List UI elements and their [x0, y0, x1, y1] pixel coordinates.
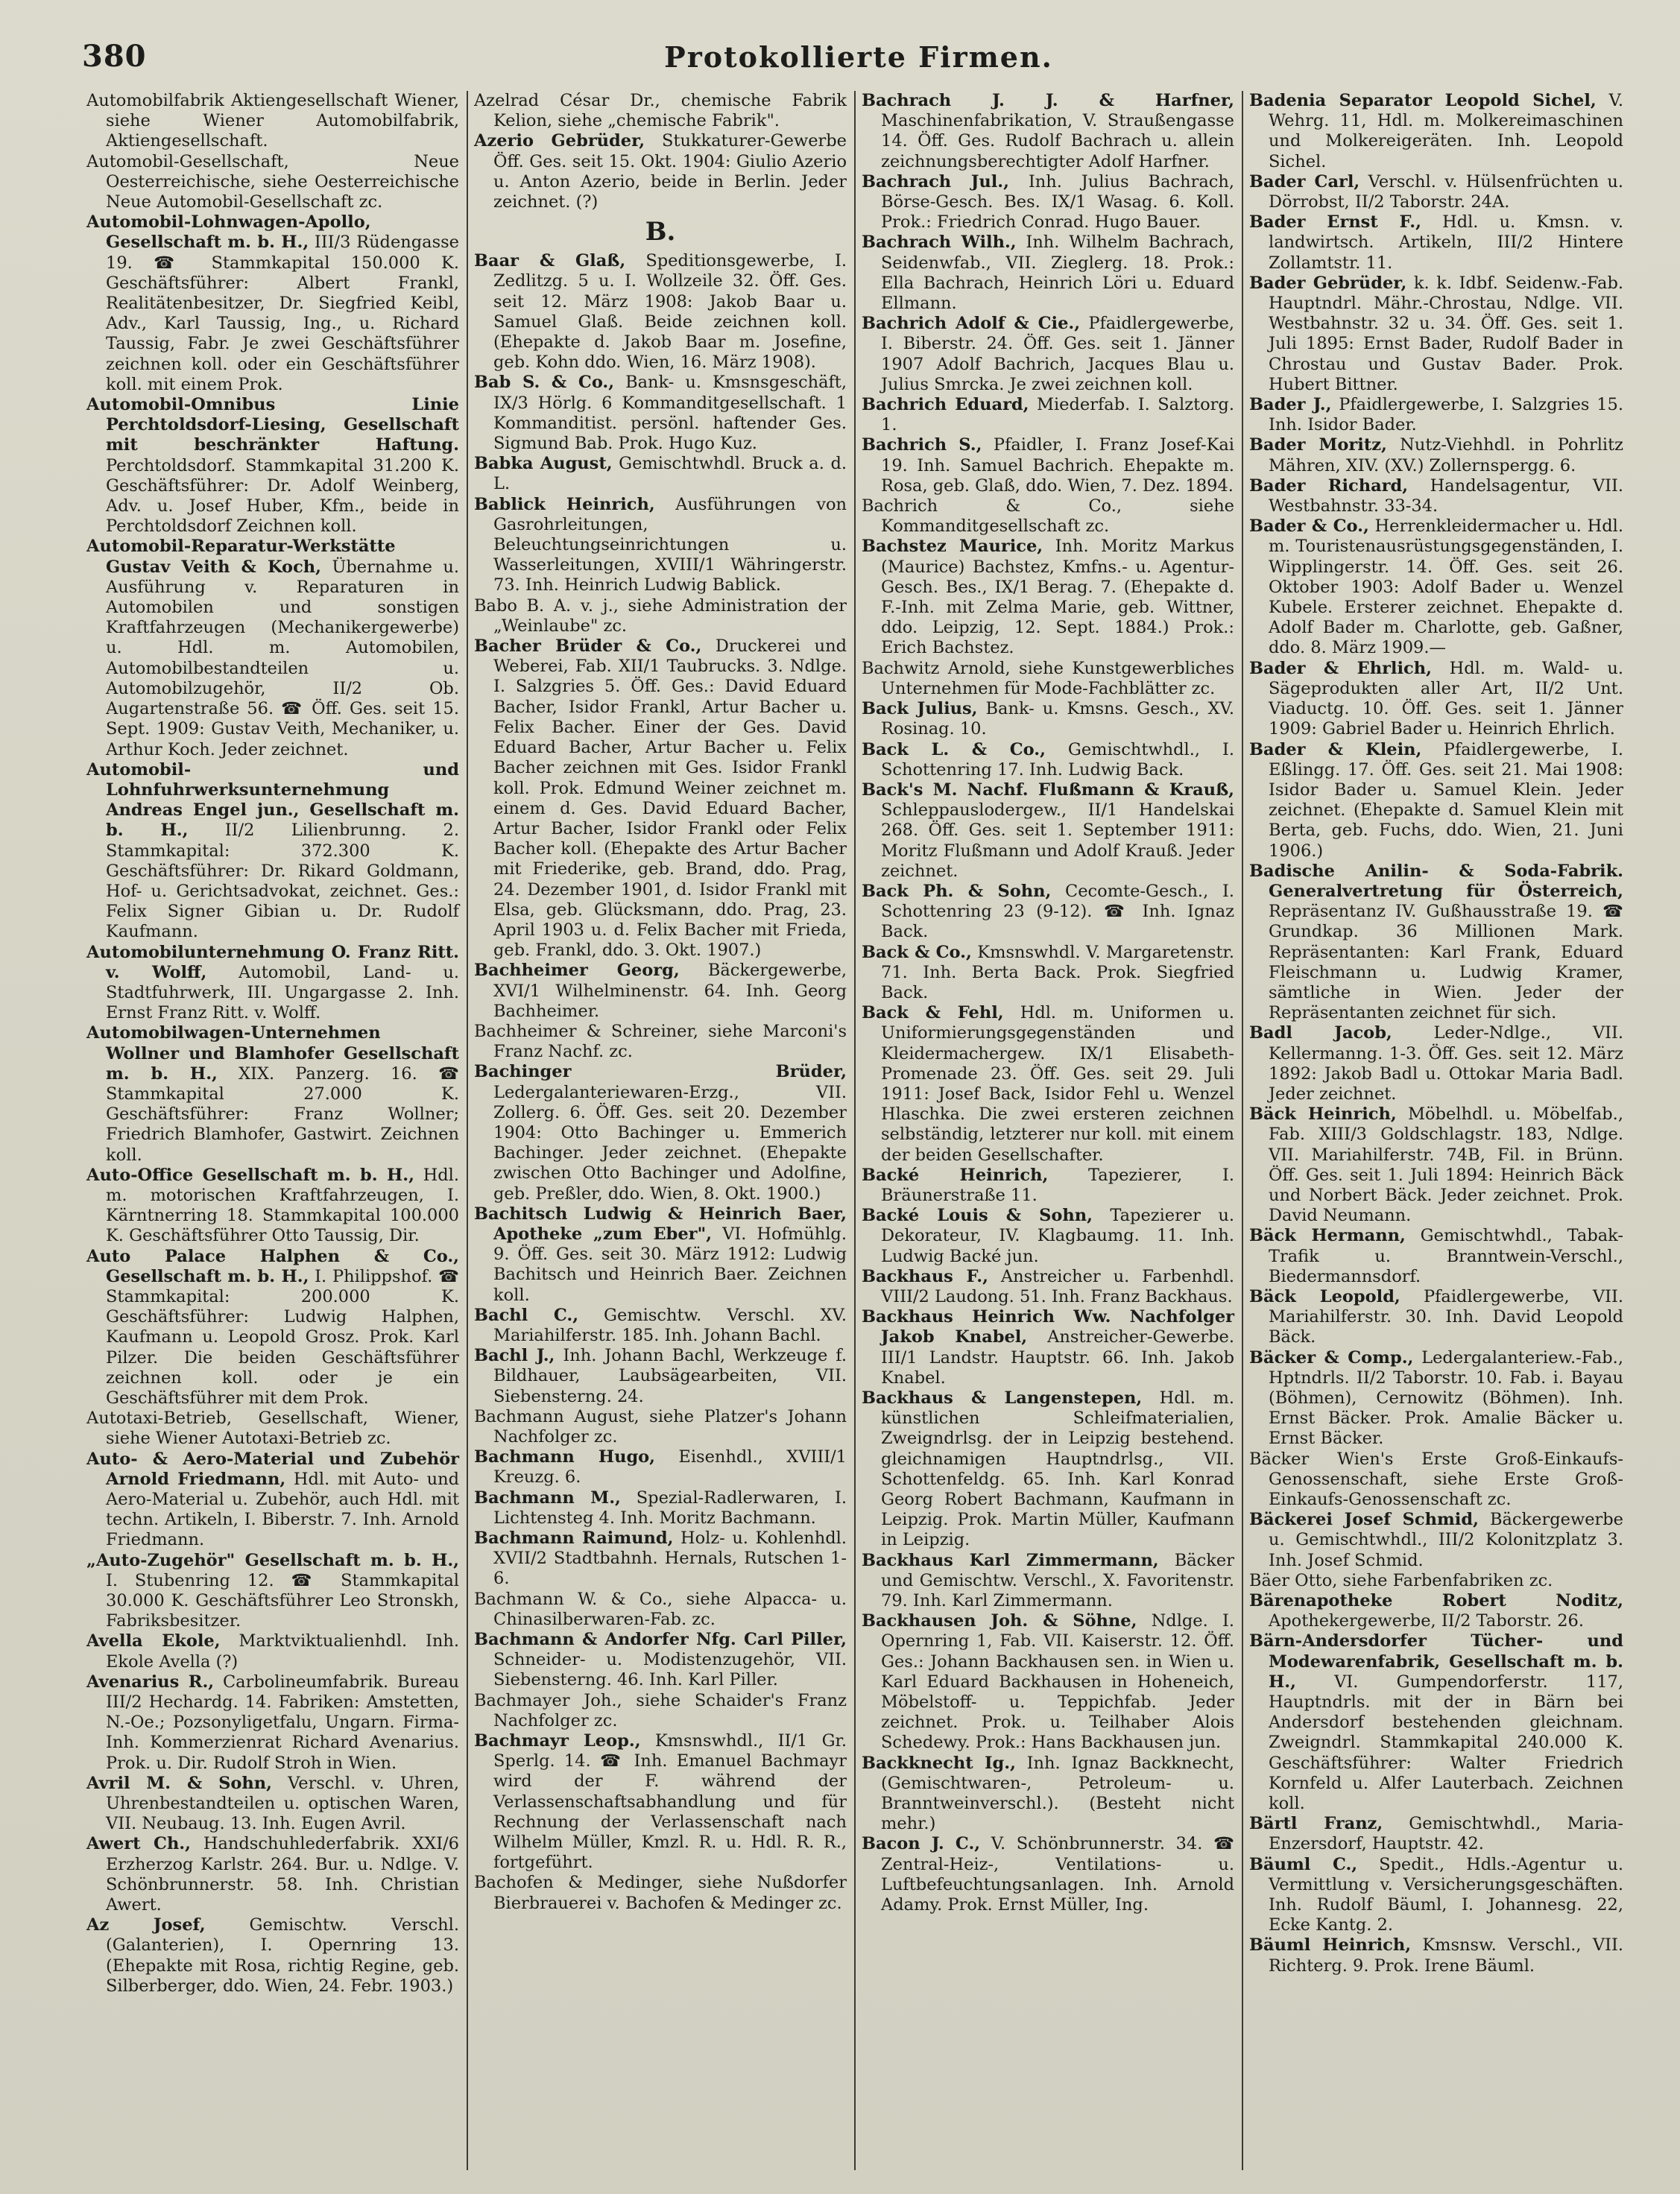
firm-entry [1249, 435, 1623, 475]
firm-name: Auto Palace Halphen & Co., Gesellschaft m. b. H., [86, 1246, 459, 1286]
firm-entry [862, 1003, 1234, 1166]
firm-entry [862, 882, 1234, 943]
entry-text: Miederfab. I. Salztorg. 1. [881, 395, 1234, 435]
firm-name: Bachrich S., [862, 435, 982, 455]
firm-name: Badl Jacob, [1249, 1023, 1392, 1043]
firm-entry [862, 1307, 1234, 1388]
entry-text: Leder-Ndlge., VII. Kellermanng. 1-3. Öff. Ges. seit 12. März 1892: Jakob Badl u. Ottokar Maria Badl. Jeder zeichnet. [1269, 1023, 1623, 1104]
entry-text: Pfaidlergewerbe, VII. Mariahilferstr. 30. Inh. David Leopold Bäck. [1269, 1286, 1623, 1347]
firm-entry [862, 172, 1234, 233]
entry-text: Bachofen & Medinger, siehe Nußdorfer Bierbrauerei v. Bachofen & Medinger zc. [474, 1873, 847, 1913]
firm-entry [474, 1731, 847, 1873]
firm-entry [1249, 1450, 1623, 1511]
firm-name: Bablick Heinrich, [474, 494, 655, 514]
firm-name: Bärn-Andersdorfer Tücher- und Modewarenfabrik, Gesellschaft m. b. H., [1249, 1631, 1623, 1692]
firm-entry [862, 1267, 1234, 1307]
entry-text: Pfaidler, I. Franz Josef-Kai 19. Inh. Samuel Bachrich. Ehepakte m. Rosa, geb. Glaß, ddo. Wien, 7. Dez. 1894. [881, 435, 1235, 496]
firm-entry [862, 233, 1234, 314]
firm-entry [862, 537, 1234, 658]
column-1 [80, 91, 468, 2170]
firm-entry [862, 659, 1234, 699]
firm-name: Bachstez Maurice, [862, 537, 1043, 557]
firm-name: Bäcker & Comp., [1249, 1347, 1414, 1368]
firm-name: Automobil-Lohnwagen-Apollo, Gesellschaft m. b. H., [86, 212, 371, 253]
firm-name: Azerio Gebrüder, [474, 131, 645, 151]
entry-text: VI. Hofmühlg. 9. Öff. Ges. seit 30. März 1912: Ludwig Bachitsch und Heinrich Baer. Zeichnen koll. [493, 1224, 847, 1305]
firm-entry [86, 91, 459, 152]
firm-name: Bader J., [1249, 395, 1332, 415]
firm-name: Back Julius, [862, 699, 978, 719]
firm-entry [474, 636, 847, 961]
firm-name: Bachrach Wilh., [862, 233, 1017, 253]
entry-text: Kmsnswhdl., II/1 Gr. Sperlg. 14. ☎ Inh. Emanuel Bachmayr wird der F. während der Verlassenschaftsabhandlung und für Rechnung der Verlassenschaft nach Wilhelm Müller, Kmzl. R. u. Hdl. R. R., fortgeführt. [493, 1731, 847, 1873]
firm-name: Backhaus F., [862, 1266, 988, 1286]
entry-text: Hdl. m. Uniformen u. Uniformierungsgegenständen und Kleidermachergew. IX/1 Elisabeth-Promenade 23. Öff. Ges. seit 29. Juli 1911: Josef Back, Isidor Fehl u. Wenzel Hlaschka. Die zwei ersteren zeichnen selbständig, letzterer nur koll. mit einem der beiden Gesellschafter. [881, 1003, 1234, 1165]
firm-name: Bärtl Franz, [1249, 1814, 1383, 1834]
column-3 [856, 91, 1243, 2170]
firm-name: Bacon J. C., [862, 1834, 981, 1854]
firm-entry [862, 435, 1234, 496]
entry-text: Hdl. m. Wald- u. Sägeprodukten aller Art, II/2 Unt. Viaductg. 10. Öff. Ges. seit 1. Jänner 1909: Gabriel Bader u. Heinrich Ehrlich. [1269, 658, 1623, 739]
entry-text: Bachrich & Co., siehe Kommanditgesellschaft zc. [862, 496, 1234, 537]
firm-entry [1249, 1855, 1623, 1936]
firm-entry [474, 1022, 847, 1062]
entry-text: Bäckergewerbe, XVI/1 Wilhelminenstr. 64. Inh. Georg Bachheimer. [493, 961, 847, 1021]
firm-entry [86, 1551, 459, 1632]
entry-text: Hdl. mit Auto- und Aero-Material u. Zubehör, auch Hdl. mit techn. Artikeln, I. Biberstr. 7. Inh. Arnold Friedmann. [106, 1469, 459, 1550]
entry-text: Verschl. v. Uhren, Uhrenbestandteilen u. optischen Waren, VII. Neubaug. 13. Inh. Eugen Avril. [106, 1773, 459, 1834]
column-2 [468, 91, 856, 2170]
firm-entry [1249, 1023, 1623, 1104]
entry-text: Gemischtwhdl., I. Schottenring 17. Inh. Ludwig Back. [881, 739, 1235, 780]
entry-text: Cecomte-Gesch., I. Schottenring 23 (9-12). ☎ Inh. Ignaz Back. [881, 881, 1234, 942]
entry-text: Druckerei und Weberei, Fab. XII/1 Taubrucks. 3. Ndlge. I. Salzgries 5. Öff. Ges.: David Eduard Bacher, Isidor Frankl, Artur Bacher u. Felix Bacher. Einer der Ges. David Eduard Bacher, Artur Bacher u. Felix Bacher zeichnen mit Ges. Isidor Frankl koll. Prok. Edmund Weiner zeichnet m. einem d. Ges. David Eduard Bacher, Artur Bacher, Isidor Frankl oder Felix Bacher koll. (Ehepakte des Artur Bacher mit Friederike, geb. Brand, ddo. Prag, 24. Dezember 1901, d. Isidor Frankl mit Elsa, geb. Glücksmann, ddo. Prag, 23. April 1903 u. d. Felix Bacher mit Frieda, geb. Frankl, ddo. 3. Okt. 1907.) [493, 636, 847, 961]
entry-text: Anstreicher u. Farbenhdl. VIII/2 Laudong. 51. Inh. Franz Backhaus. [881, 1266, 1234, 1306]
entry-text: Ausführungen von Gasrohrleitungen, Beleuchtungseinrichtungen u. Wasserleitungen, XVIII/1 Währingerstr. 73. Inh. Heinrich Ludwig Bablick. [493, 494, 847, 595]
firm-entry [474, 91, 847, 131]
entry-text: Holz- u. Kohlenhdl. XVII/2 Stadtbahnh. Hernals, Rutschen 1-6. [493, 1528, 847, 1589]
firm-entry [86, 152, 459, 213]
firm-entry [86, 1247, 459, 1409]
firm-entry [862, 740, 1234, 780]
firm-name: Bachmann Hugo, [474, 1447, 656, 1467]
entry-text: Bäckergewerbe u. Gemischtwhdl., III/2 Kolonitzplatz 3. Inh. Josef Schmid. [1269, 1510, 1623, 1570]
firm-name: Auto- & Aero-Material und Zubehör Arnold Friedmann, [86, 1449, 459, 1489]
firm-name: Bäuml Heinrich, [1249, 1935, 1412, 1956]
firm-name: Badenia Separator Leopold Sichel, [1249, 91, 1597, 110]
firm-entry [474, 1306, 847, 1346]
entry-text: XIX. Panzerg. 16. ☎ Stammkapital 27.000 K. Geschäftsführer: Franz Wollner; Friedrich Blamhofer, Gastwirt. Zeichnen koll. [106, 1063, 459, 1165]
firm-name: Back & Co., [862, 942, 972, 962]
firm-entry [1249, 1510, 1623, 1571]
firm-entry [86, 943, 459, 1024]
entry-text: Bachwitz Arnold, siehe Kunstgewerbliches Unternehmen für Mode-Fachblätter zc. [862, 658, 1234, 698]
firm-name: Automobilunternehmung O. Franz Ritt. v. Wolff, [86, 942, 459, 982]
firm-name: Avril M. & Sohn, [86, 1773, 272, 1793]
firm-name: Bader & Ehrlich, [1249, 658, 1432, 678]
entry-text: Bäcker Wien's Erste Groß-Einkaufs-Genossenschaft, siehe Erste Groß-Einkaufs-Genossenschaft zc. [1249, 1449, 1623, 1510]
firm-name: Backhausen Joh. & Söhne, [862, 1611, 1137, 1631]
firm-entry [862, 91, 1234, 172]
firm-name: Bäck Hermann, [1249, 1226, 1406, 1246]
firm-name: Avella Ekole, [86, 1631, 221, 1651]
firm-entry [862, 1611, 1234, 1753]
entry-text: Inh. Ignaz Backknecht, (Gemischtwaren-, Petroleum- u. Branntweinverschl.). (Besteht nicht mehr.) [881, 1753, 1234, 1834]
firm-entry [474, 1590, 847, 1630]
entry-text: Spezial-Radlerwaren, I. Lichtensteg 4. Inh. Moritz Bachmann. [493, 1488, 847, 1528]
entry-text: Pfaidlergewerbe, I. Biberstr. 24. Öff. Ges. seit 1. Jänner 1907 Adolf Bachrich, Jacques Blau u. Julius Smrcka. Je zwei zeichnen koll. [881, 314, 1234, 394]
firm-name: Babka August, [474, 454, 613, 474]
firm-entry [862, 1388, 1234, 1551]
entry-text: Bank- u. Kmsnsgeschäft, IX/3 Hörlg. 6 Kommanditgesellschaft. 1 Kommanditist. persönl. haftender Ges. Sigmund Bab. Prok. Hugo Kuz. [493, 373, 847, 454]
entry-text: Automobil, Land- u. Stadtfuhrwerk, III. Ungargasse 2. Inh. Ernst Franz Ritt. v. Wolff. [106, 962, 459, 1023]
entry-text: Kmsnsw. Verschl., VII. Richterg. 9. Prok. Irene Bäuml. [1269, 1935, 1623, 1976]
firm-entry [862, 1166, 1234, 1206]
entry-text: Anstreicher-Gewerbe. III/1 Landstr. Hauptstr. 66. Inh. Jakob Knabel. [881, 1327, 1234, 1388]
firm-name: Automobilwagen-Unternehmen Wollner und Blamhofer Gesellschaft m. b. H., [86, 1023, 459, 1084]
firm-entry [862, 780, 1234, 882]
firm-entry [1249, 476, 1623, 516]
firm-entry [1249, 1348, 1623, 1450]
firm-name: Bärenapotheke Robert Noditz, [1249, 1591, 1623, 1611]
firm-entry [474, 251, 847, 373]
entry-text: V. Wehrg. 11, Hdl. m. Molkereimaschinen und Molkereigeräten. Inh. Leopold Sichel. [1269, 91, 1624, 171]
entry-text: Tapezierer u. Dekorateur, IV. Klagbaumg. 11. Inh. Ludwig Backé jun. [881, 1206, 1234, 1266]
firm-entry [86, 212, 459, 395]
firm-entry [474, 1204, 847, 1306]
firm-entry [1249, 274, 1623, 395]
entry-text: Verschl. v. Hülsenfrüchten u. Dörrobst, II/2 Taborstr. 24A. [1269, 171, 1623, 212]
firm-entry [862, 314, 1234, 395]
firm-name: Bader Richard, [1249, 475, 1409, 496]
entry-text: Handschuhlederfabrik. XXI/6 Erzherzog Karlstr. 264. Bur. u. Ndlge. V. Schönbrunnerstr. 58. Inh. Christian Awert. [106, 1834, 459, 1915]
page-header [82, 39, 1635, 83]
firm-entry [474, 131, 847, 212]
firm-entry [1249, 1226, 1623, 1287]
firm-entry [474, 1407, 847, 1447]
column-4 [1243, 91, 1631, 2170]
firm-name: Bader & Klein, [1249, 739, 1422, 759]
firm-name: Automobil-Reparatur-Werkstätte Gustav Veith & Koch, [86, 537, 396, 577]
firm-name: Backhaus & Langenstepen, [862, 1388, 1143, 1408]
entry-text: Pfaidlergewerbe, I. Eßlingg. 17. Öff. Ges. seit 21. Mai 1908: Isidor Bader u. Samuel Klein. Jeder zeichnet. (Ehepakte d. Samuel Klein mit Berta, geb. Fuchs, ddo. Wien, 21. Juni 1906.) [1269, 739, 1623, 861]
firm-name: Bader Carl, [1249, 171, 1360, 192]
firm-entry [474, 454, 847, 494]
entry-text: Bank- u. Kmsns. Gesch., XV. Rosinag. 10. [881, 699, 1234, 739]
entry-text: Möbelhdl. u. Möbelfab., Fab. XIII/3 Goldschlagstr. 183, Ndlge. VII. Mariahilferstr. 74B, Fil. in Brünn. Öff. Ges. seit 1. Juli 1894: Heinrich Bäck und Norbert Bäck. Jeder zeichnet. Prok. David Neumann. [1269, 1104, 1623, 1226]
firm-name: Back's M. Nachf. Flußmann & Krauß, [862, 780, 1234, 800]
firm-entry [1249, 1591, 1623, 1631]
entry-text: Inh. Wilhelm Bachrach, Seidenwfab., VII. Zieglerg. 18. Prok.: Ella Bachrach, Heinrich Löri u. Eduard Ellmann. [881, 233, 1234, 314]
firm-entry [474, 1346, 847, 1407]
firm-name: Bachrich Adolf & Cie., [862, 314, 1081, 334]
firm-entry [474, 1528, 847, 1590]
firm-entry [474, 961, 847, 1022]
entry-text: Ndlge. I. Opernring 1, Fab. VII. Kaiserstr. 12. Öff. Ges.: Johann Backhausen sen. in Wien u. Karl Eduard Backhausen in Hoheneich, Möbelstoff- u. Teppichfab. Jeder zeichnet. Prok. u. Teilhaber Alois Schedewy. Prok.: Hans Backhausen jun. [881, 1611, 1234, 1753]
firm-entry [1249, 1814, 1623, 1854]
entry-text: Ledergalanteriew.-Fab., Hptndrls. II/2 Taborstr. 10. Fab. i. Bayau (Böhmen), Cernowitz (Böhmen). Inh. Ernst Bäcker. Prok. Amalie Bäcker u. Ernst Bäcker. [1269, 1347, 1623, 1449]
entry-text: Nutz-Viehhdl. in Pohrlitz Mähren, XIV. (XV.) Zollernspergg. 6. [1269, 435, 1623, 475]
entry-text: Übernahme u. Ausführung v. Reparaturen in Automobilen und sonstigen Kraftfahrzeugen (Mechanikergewerbe) u. Hdl. m. Automobilen, Automobilbestandteilen u. Automobilzugehör, II/2 Ob. Augartenstraße 56. ☎ Öff. Ges. seit 15. Sept. 1909: Gustav Veith, Mechaniker, u. Arthur Koch. Jeder zeichnet. [106, 557, 459, 759]
firm-name: Bachitsch Ludwig & Heinrich Baer, Apotheke „zum Eber", [474, 1204, 847, 1244]
entry-text: Eisenhdl., XVIII/1 Kreuzg. 6. [493, 1447, 847, 1488]
entry-text: Automobilfabrik Aktiengesellschaft Wiener, siehe Wiener Automobilfabrik, Aktiengesellschaft. [86, 91, 459, 151]
firm-name: Bäck Heinrich, [1249, 1104, 1397, 1125]
firm-name: Bäckerei Josef Schmid, [1249, 1510, 1479, 1530]
firm-name: Bachrach J. J. & Harfner, [862, 91, 1234, 110]
columns-container [80, 91, 1631, 2170]
firm-name: „Auto-Zugehör" Gesellschaft m. b. H., [86, 1550, 459, 1570]
entry-text: k. k. Idbf. Seidenw.-Fab. Hauptndrl. Mähr.-Chrostau, Ndlge. VII. Westbahnstr. 32 u. 34. Öff. Ges. seit 1. Juli 1895: Ernst Bader, Rudolf Bader in Chrostau und Gustav Bader. Prok. Hubert Bittner. [1269, 273, 1623, 394]
firm-name: Avenarius R., [86, 1672, 215, 1692]
firm-entry [86, 1631, 459, 1672]
entry-text: Tapezierer, I. Bräunerstraße 11. [881, 1165, 1234, 1205]
firm-entry [474, 1691, 847, 1731]
firm-entry [474, 1062, 847, 1204]
firm-entry [86, 1450, 459, 1551]
entry-text: V. Schönbrunnerstr. 34. ☎ Zentral-Heiz-, Ventilations- u. Luftbefeuchtungsanlagen. Inh. Arnold Adamy. Prok. Ernst Müller, Ing. [881, 1834, 1234, 1915]
firm-name: Bachinger Brüder, [474, 1062, 847, 1082]
entry-text: II/2 Lilienbrunng. 2. Stammkapital: 372.300 K. Geschäftsführer: Dr. Rikard Goldmann, Hof- u. Gerichtsadvokat, zeichnet. Ges.: Felix Signer Gibian u. Dr. Rudolf Kaufmann. [106, 821, 459, 942]
firm-name: Automobil- und Lohnfuhrwerksunternehmung Andreas Engel jun., Gesellschaft m. b. H., [86, 759, 459, 841]
entry-text: Speditionsgewerbe, I. Zedlitzg. 5 u. I. Wollzeile 32. Öff. Ges. seit 12. März 1908: Jakob Baar u. Samuel Glaß. Beide zeichnen koll. (Ehepakte d. Jakob Baar m. Josefine, geb. Kohn ddo. Wien, 16. März 1908). [493, 251, 847, 373]
entry-text: Herrenkleidermacher u. Hdl. m. Touristenausrüstungsgegenständen, I. Wipplingerstr. 14. Öff. Ges. seit 26. Oktober 1903: Adolf Bader u. Wenzel Kubele. Ersterer zeichnet. Ehepakte d. Adolf Bader m. Charlotte, geb. Gaßner, ddo. 8. März 1909.— [1269, 516, 1623, 658]
entry-text: Apothekergewerbe, II/2 Taborstr. 26. [1269, 1611, 1584, 1631]
firm-name: Back L. & Co., [862, 739, 1046, 759]
firm-entry [86, 1672, 459, 1774]
entry-text: Gemischtw. Verschl. (Galanterien), I. Opernring 13. (Ehepakte mit Rosa, richtig Regine, geb. Silberberger, ddo. Wien, 24. Febr. 1903.) [106, 1915, 459, 1996]
entry-text: Ledergalanteriewaren-Erzg., VII. Zollerg. 6. Öff. Ges. seit 20. Dezember 1904: Otto Bachinger u. Emmerich Bachinger. Jeder zeichnet. (Ehepakte zwischen Otto Bachinger und Adolfine, geb. Preßler, ddo. Wien, 8. Okt. 1900.) [493, 1082, 847, 1204]
entry-text: Stukkaturer-Gewerbe Öff. Ges. seit 15. Okt. 1904: Giulio Azerio u. Anton Azerio, beide in Berlin. Jeder zeichnet. (?) [493, 131, 847, 212]
firm-entry [862, 1834, 1234, 1915]
firm-name: Bab S. & Co., [474, 373, 615, 393]
entry-text: Bäer Otto, siehe Farbenfabriken zc. [1249, 1570, 1553, 1590]
firm-entry [86, 1166, 459, 1247]
entry-text: Bachmann W. & Co., siehe Alpacca- u. Chinasilberwaren-Fab. zc. [474, 1589, 847, 1629]
firm-entry [1249, 1935, 1623, 1976]
firm-entry [862, 1754, 1234, 1835]
firm-name: Backhaus Heinrich Ww. Nachfolger Jakob Knabel, [862, 1307, 1234, 1347]
firm-name: Bachmann M., [474, 1488, 621, 1508]
page-number: 380 [82, 39, 147, 74]
firm-entry [1249, 172, 1623, 212]
firm-entry [86, 1834, 459, 1915]
entry-text: Pfaidlergewerbe, I. Salzgries 15. Inh. Isidor Bader. [1269, 395, 1623, 435]
firm-name: Backé Heinrich, [862, 1165, 1049, 1185]
entry-text: I. Stubenring 12. ☎ Stammkapital 30.000 K. Geschäftsführer Leo Stronskh, Fabriksbesitzer. [106, 1570, 459, 1631]
entry-text: Automobil-Gesellschaft, Neue Oesterreichische, siehe Oesterreichische Neue Automobil-Gesellschaft zc. [86, 151, 459, 212]
entry-text: Gemischtw. Verschl. XV. Mariahilferstr. 185. Inh. Johann Bachl. [493, 1305, 847, 1345]
entry-text: Autotaxi-Betrieb, Gesellschaft, Wiener, siehe Wiener Autotaxi-Betrieb zc. [86, 1409, 459, 1449]
firm-entry [86, 537, 459, 759]
firm-entry [86, 1023, 459, 1165]
firm-entry [86, 1774, 459, 1835]
entry-text: Inh. Moritz Markus (Maurice) Bachstez, Kmfns.- u. Agentur-Gesch. Bes., IX/1 Berag. 7. (Ehepakte d. F.-Inh. mit Zelma Marie, geb. Wittner, ddo. Leipzig, 12. Sept. 1884.) Prok.: Erich Bachstez. [881, 537, 1235, 658]
entry-text: Inh. Johann Bachl, Werkzeuge f. Bildhauer, Laubsägearbeiten, VII. Siebensterng. 24. [493, 1346, 847, 1406]
entry-text: Gemischtwhdl., Tabak-Trafik u. Branntwein-Verschl., Biedermannsdorf. [1269, 1226, 1623, 1286]
firm-name: Back & Fehl, [862, 1003, 1004, 1023]
entry-text: Bäcker und Gemischtw. Verschl., X. Favoritenstr. 79. Inh. Karl Zimmermann. [881, 1550, 1234, 1611]
firm-name: Baar & Glaß, [474, 251, 626, 271]
firm-entry [474, 1447, 847, 1488]
firm-entry [862, 699, 1234, 739]
firm-name: Bachheimer Georg, [474, 961, 680, 981]
firm-entry [1249, 212, 1623, 274]
firm-entry [862, 1551, 1234, 1612]
entry-text: Gemischtwhdl., Maria-Enzersdorf, Hauptstr. 42. [1269, 1814, 1623, 1854]
firm-entry [474, 596, 847, 636]
firm-entry [1249, 1571, 1623, 1591]
entry-text: Bachmayer Joh., siehe Schaider's Franz Nachfolger zc. [474, 1690, 847, 1730]
firm-name: Bäck Leopold, [1249, 1286, 1400, 1306]
entry-text: Perchtoldsdorf. Stammkapital 31.200 K. Geschäftsführer: Dr. Adolf Weinberg, Adv. u. Josef Huber, Kfm., beide in Perchtoldsdorf Zeichnen koll. [106, 455, 459, 537]
firm-name: Bader Gebrüder, [1249, 273, 1407, 293]
firm-entry [1249, 1287, 1623, 1348]
firm-name: Badische Anilin- & Soda-Fabrik. Generalvertretung für Österreich, [1249, 861, 1623, 901]
entry-text: Spedit., Hdls.-Agentur u. Vermittlung v. Versicherungsgeschäften. Inh. Rudolf Bäuml, I. Johannesg. 22, Ecke Kantg. 2. [1269, 1854, 1623, 1935]
firm-name: Awert Ch., [86, 1834, 191, 1854]
entry-text: Marktviktualienhdl. Inh. Ekole Avella (?) [106, 1631, 459, 1672]
entry-text: Inh. Julius Bachrach, Börse-Gesch. Bes. IX/1 Wasag. 6. Koll. Prok.: Friedrich Conrad. Hugo Bauer. [881, 171, 1235, 233]
firm-name: Back Ph. & Sohn, [862, 881, 1052, 901]
entry-text: Azelrad César Dr., chemische Fabrik Kelion, siehe „chemische Fabrik". [474, 91, 847, 131]
entry-text: Hdl. m. motorischen Kraftfahrzeugen, I. Kärntnerring 18. Stammkapital 100.000 K. Geschäftsführer Otto Taussig, Dir. [106, 1165, 459, 1246]
entry-text: Schneider- u. Modistenzugehör, VII. Siebensterng. 46. Inh. Karl Piller. [493, 1650, 847, 1690]
firm-entry [1249, 862, 1623, 1024]
entry-text: Schleppauslodergew., II/1 Handelskai 268. Öff. Ges. seit 1. September 1911: Moritz Flußmann und Adolf Krauß. Jeder zeichnet. [881, 800, 1234, 881]
entry-text: Maschinenfabrikation, V. Straußengasse 14. Öff. Ges. Rudolf Bachrach u. allein zeichnungsberechtigter Adolf Harfner. [881, 111, 1234, 171]
entry-text: Hdl. m. künstlichen Schleifmaterialien, Zweigndrlsg. der in Leipzig bestehend. gleichnamigen Hauptndrlsg., VII. Schottenfeldg. 65. Inh. Karl Konrad Georg Robert Bachmann, Kaufmann in Leipzig. Prok. Martin Müller, Kaufmann in Leipzig. [881, 1388, 1234, 1550]
entry-text: Bachheimer & Schreiner, siehe Marconi's Franz Nachf. zc. [474, 1021, 847, 1062]
entry-text: Kmsnswhdl. V. Margaretenstr. 71. Inh. Berta Back. Prok. Siegfried Back. [881, 942, 1234, 1002]
entry-text: I. Philippshof. ☎ Stammkapital: 200.000 K. Geschäftsführer: Ludwig Halphen, Kaufmann u. Leopold Grosz. Prok. Karl Pilzer. Die beiden Geschäftsführer zeichnen koll. oder je ein Geschäftsführer mit dem Prok. [106, 1266, 459, 1408]
firm-entry [862, 1206, 1234, 1267]
firm-name: Backhaus Karl Zimmermann, [862, 1550, 1159, 1570]
entry-text: Handelsagentur, VII. Westbahnstr. 33-34. [1269, 475, 1624, 516]
firm-entry [1249, 740, 1623, 862]
section-letter: B. [645, 217, 676, 247]
firm-entry [474, 373, 847, 454]
firm-entry [1249, 91, 1623, 172]
entry-text: Carbolineumfabrik. Bureau III/2 Hechardg. 14. Fabriken: Amstetten, N.-Oe.; Pozsonyligetfalu, Ungarn. Firma-Inh. Kommerzienrat Richard Avenarius. Prok. u. Dir. Rudolf Stroh in Wien. [106, 1672, 459, 1773]
firm-name: Az Josef, [86, 1915, 206, 1935]
firm-entry [474, 1488, 847, 1528]
firm-name: Bachmann Raimund, [474, 1528, 674, 1549]
firm-entry [474, 1630, 847, 1691]
firm-entry [1249, 1104, 1623, 1226]
firm-name: Bachmayr Leop., [474, 1731, 641, 1751]
firm-entry [1249, 516, 1623, 658]
firm-name: Bader Ernst F., [1249, 212, 1421, 233]
firm-entry [86, 1409, 459, 1449]
firm-entry [1249, 1631, 1623, 1814]
firm-name: Bacher Brüder & Co., [474, 636, 702, 657]
firm-name: Bader & Co., [1249, 516, 1369, 537]
firm-name: Bachl J., [474, 1346, 555, 1366]
entry-text: Babo B. A. v. j., siehe Administration der „Weinlaube" zc. [474, 595, 847, 636]
firm-entry [86, 1915, 459, 1997]
firm-entry [862, 395, 1234, 435]
firm-entry [1249, 659, 1623, 740]
entry-text: Bachmann August, siehe Platzer's Johann Nachfolger zc. [474, 1406, 847, 1447]
firm-name: Bäuml C., [1249, 1854, 1358, 1874]
running-title: Protokollierte Firmen. [664, 40, 1053, 74]
entry-text: VI. Gumpendorferstr. 117, Hauptndrls. mit der in Bärn bei Andersdorf bestehenden gleichnam. Zweigndrl. Stammkapital 240.000 K. Geschäftsführer: Walter Friedrich Kornfeld u. Alfer Lauterbach. Zeichnen koll. [1269, 1672, 1623, 1814]
firm-entry [86, 395, 459, 537]
entry-text: III/3 Rüdengasse 19. ☎ Stammkapital 150.000 K. Geschäftsführer: Albert Frankl, Realitätenbesitzer, Dr. Siegfried Keibl, Adv., Karl Taussig, Ing., u. Richard Taussig, Fabr. Je zwei Geschäftsführer zeichnen koll. oder ein Geschäftsführer koll. mit einem Prok. [106, 233, 459, 394]
firm-entry [862, 943, 1234, 1004]
entry-text: Repräsentanz IV. Gußhausstraße 19. ☎ Grundkap. 36 Millionen Mark. Repräsentanten: Karl Frank, Eduard Fleischmann u. Ludwig Kramer, sämtliche in Wien. Jeder der Repräsentanten zeichnet für sich. [1269, 902, 1623, 1023]
firm-name: Backknecht Ig., [862, 1753, 1016, 1773]
firm-name: Bader Moritz, [1249, 435, 1387, 455]
firm-name: Bachrach Jul., [862, 171, 1009, 192]
firm-entry [86, 760, 459, 943]
entry-text: Hdl. u. Kmsn. v. landwirtsch. Artikeln, III/2 Hintere Zollamtstr. 11. [1269, 212, 1624, 273]
firm-name: Bachl C., [474, 1305, 579, 1325]
firm-entry [474, 1873, 847, 1913]
firm-name: Auto-Office Gesellschaft m. b. H., [86, 1165, 414, 1185]
firm-name: Bachmann & Andorfer Nfg. Carl Piller, [474, 1630, 847, 1650]
firm-entry [474, 495, 847, 596]
firm-entry [862, 496, 1234, 537]
firm-name: Backé Louis & Sohn, [862, 1206, 1093, 1226]
firm-name: Bachrich Eduard, [862, 395, 1029, 415]
firm-entry [1249, 395, 1623, 435]
firm-name: Automobil-Omnibus Linie Perchtoldsdorf-Liesing, Gesellschaft mit beschränkter Haftung. [86, 395, 459, 455]
entry-text: Gemischtwhdl. Bruck a. d. L. [493, 454, 847, 494]
